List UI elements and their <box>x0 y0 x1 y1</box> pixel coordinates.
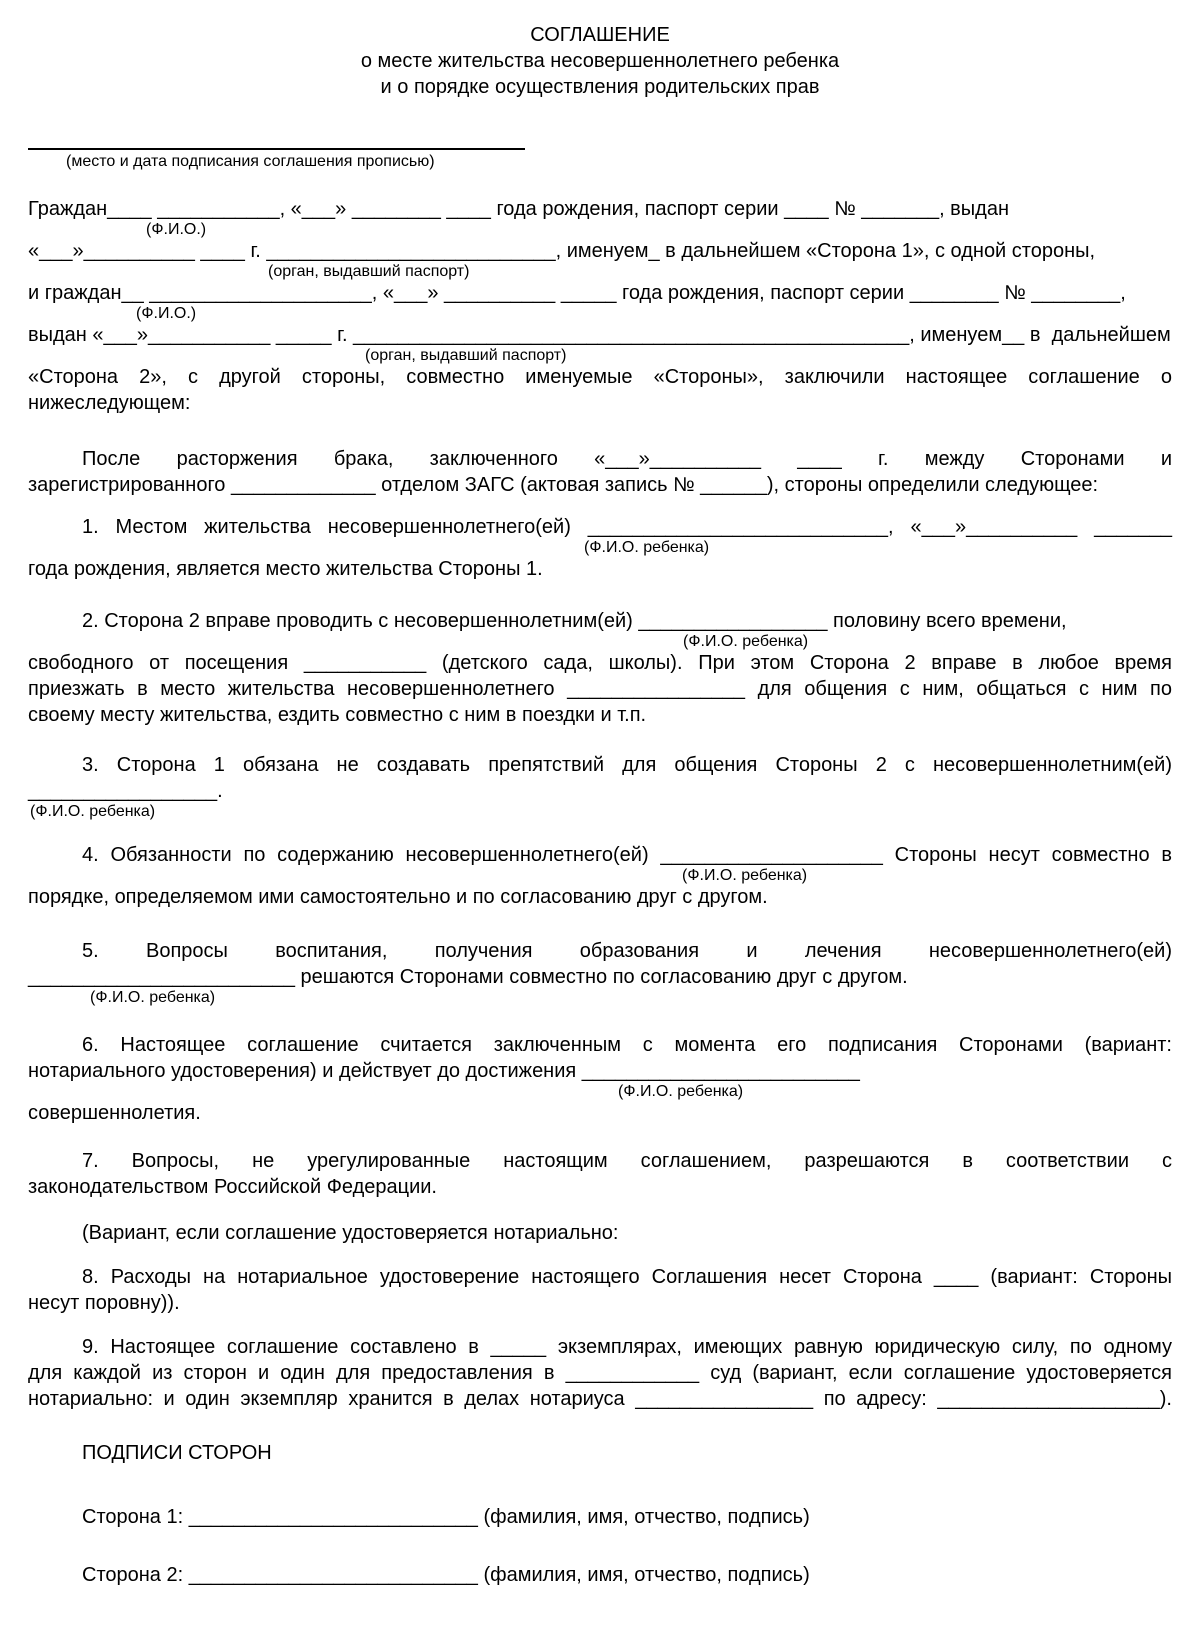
clause-6-line-3: совершеннолетия. <box>28 1102 201 1124</box>
passport-organ-label-party2: (орган, выдавший паспорт) <box>365 347 567 364</box>
clause-1-residence <box>28 514 1172 582</box>
clause-9-line-2: для каждой из сторон и один для предоставления в ____________ суд (вариант, если соглашение удостоверяется <box>28 1362 1172 1384</box>
clause-9-copies <box>28 1334 1172 1412</box>
clause-7-line-1: 7. Вопросы, не урегулированные настоящим соглашением, разрешаются в соответствии с <box>82 1150 1172 1172</box>
preamble-line-1: После расторжения брака, заключенного «___»__________ ____ г. между Сторонами и <box>82 448 1172 470</box>
signatures-heading: ПОДПИСИ СТОРОН <box>82 1442 272 1464</box>
clause-3-line-2: _________________. <box>28 780 223 802</box>
fio-child-label-clause5: (Ф.И.О. ребенка) <box>90 989 216 1006</box>
clause-7-line-2: законодательством Российской Федерации. <box>28 1176 437 1198</box>
clause-9-line-3: нотариально: и один экземпляр хранится в делах нотариуса ________________ по адресу: ____________________). <box>28 1388 1172 1410</box>
clause-2-line-2: свободного от посещения ___________ (детского сада, школы). При этом Сторона 2 вправе в любое время <box>28 652 1172 674</box>
clause-8-line-1: 8. Расходы на нотариальное удостоверение настоящего Соглашения несет Сторона ____ (вариант: Стороны <box>82 1266 1172 1288</box>
clause-8-line-2: несут поровну)). <box>28 1292 180 1314</box>
signature-line-party1: Сторона 1: __________________________ (фамилия, имя, отчество, подпись) <box>82 1506 810 1528</box>
clause-5-line-2: ________________________ решаются Сторонами совместно по согласованию друг с другом. <box>28 966 908 988</box>
fio-child-label-clause6: (Ф.И.О. ребенка) <box>618 1083 744 1100</box>
clause-7-legislation <box>28 1148 1172 1200</box>
title-line-2: о месте жительства несовершеннолетнего ребенка <box>360 50 840 72</box>
place-date-label: (место и дата подписания соглашения прописью) <box>66 153 435 170</box>
clause-4-maintenance <box>28 842 1172 910</box>
clause-6-line-1: 6. Настоящее соглашение считается заключенным с момента его подписания Сторонами (вариант: <box>82 1034 1172 1056</box>
clause-2-line-3: приезжать в место жительства несовершеннолетнего ________________ для общения с ним, общаться с ним по <box>28 678 1172 700</box>
clause-9-line-1: 9. Настоящее соглашение составлено в _____ экземплярах, имеющих равную юридическую силу, по одному <box>82 1336 1172 1358</box>
clause-5-upbringing <box>28 938 1172 1006</box>
signature-line-party2: Сторона 2: __________________________ (фамилия, имя, отчество, подпись) <box>82 1564 810 1586</box>
fio-label-party2: (Ф.И.О.) <box>136 305 197 322</box>
clause-4-line-1: 4. Обязанности по содержанию несовершеннолетнего(ей) ____________________ Стороны несут совместно в <box>82 844 1172 866</box>
clause-2-line-1: 2. Сторона 2 вправе проводить с несовершеннолетним(ей) _________________ половину всего времени, <box>82 610 1067 632</box>
clause-3-no-obstacles <box>28 752 1172 820</box>
intro-line-6: нижеследующем: <box>28 392 191 414</box>
document-title <box>28 22 1172 100</box>
intro-line-4: выдан «___»___________ _____ г. __________________________________________________, именуем__ в дальнейшем <box>28 324 1171 346</box>
clause-2-time-with-child <box>28 608 1172 728</box>
notary-variant-note <box>28 1220 1172 1246</box>
clause-4-line-2: порядке, определяемом ими самостоятельно и по согласованию друг с другом. <box>28 886 768 908</box>
parties-intro-paragraph <box>28 196 1172 416</box>
fio-child-label-clause3: (Ф.И.О. ребенка) <box>30 803 156 820</box>
intro-line-3: и граждан__ ____________________, «___» __________ _____ года рождения, паспорт серии ________ № ________, <box>28 282 1126 304</box>
intro-line-5: «Сторона 2», с другой стороны, совместно именуемые «Стороны», заключили настоящее соглашение о <box>28 366 1172 388</box>
fio-child-label-clause2: (Ф.И.О. ребенка) <box>683 633 809 650</box>
variant-note-line: (Вариант, если соглашение удостоверяется нотариально: <box>82 1222 619 1244</box>
clause-8-notary-costs <box>28 1264 1172 1316</box>
clause-1-line-1: 1. Местом жительства несовершеннолетнего(ей) ___________________________, «___»__________ _______ <box>82 516 1172 538</box>
passport-organ-label-party1: (орган, выдавший паспорт) <box>268 263 470 280</box>
fio-child-label-clause1: (Ф.И.О. ребенка) <box>584 539 710 556</box>
clause-2-line-4: своему месту жительства, ездить совместно с ним в поездки и т.п. <box>28 704 647 726</box>
preamble-line-2: зарегистрированного _____________ отделом ЗАГС (актовая запись № ______), стороны определили следующее: <box>28 474 1099 496</box>
intro-line-1: Граждан____ ___________, «___» ________ ____ года рождения, паспорт серии ____ № _______, выдан <box>28 198 1010 220</box>
intro-line-2: «___»__________ ____ г. __________________________, именуем_ в дальнейшем «Сторона 1», с одной стороны, <box>28 240 1096 262</box>
clause-3-line-1: 3. Сторона 1 обязана не создавать препятствий для общения Стороны 2 с несовершеннолетним(ей) <box>82 754 1172 776</box>
clause-6-line-2: нотариального удостоверения) и действует до достижения _________________________ <box>28 1060 860 1082</box>
fio-child-label-clause4: (Ф.И.О. ребенка) <box>682 867 808 884</box>
clause-6-validity <box>28 1032 1172 1126</box>
clause-5-line-1: 5. Вопросы воспитания, получения образования и лечения несовершеннолетнего(ей) <box>82 940 1172 962</box>
title-line-1: СОГЛАШЕНИЕ <box>530 24 670 46</box>
clause-1-line-2: года рождения, является место жительства Стороны 1. <box>28 558 543 580</box>
fio-label-party1: (Ф.И.О.) <box>146 221 207 238</box>
divorce-preamble-paragraph <box>28 446 1172 498</box>
title-line-3: и о порядке осуществления родительских прав <box>380 76 820 98</box>
place-date-blank-line <box>28 148 525 150</box>
